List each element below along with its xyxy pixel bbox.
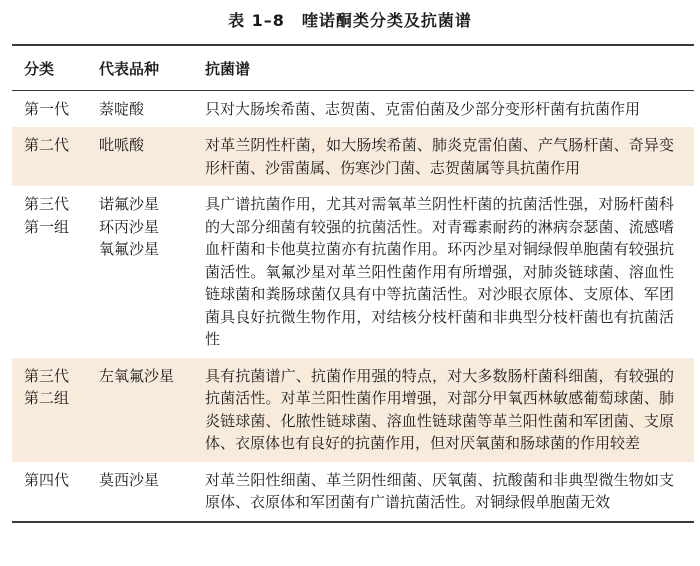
drugs-cell [87,90,193,127]
drug-name: 莫西沙星 [99,470,160,489]
category-cell [12,462,87,522]
header-spectrum: 抗菌谱 [193,45,694,90]
table-row [12,186,694,358]
category-cell [12,186,87,358]
table-title: 表 1–8 喹诺酮类分类及抗菌谱 [228,11,472,30]
category-line: 第一组 [24,217,70,236]
drug-name: 氧氟沙星 [99,240,160,258]
drugs-cell [87,127,193,186]
header-category: 分类 [12,45,87,90]
category-line: 第三代 [24,195,70,213]
drug-name: 萘啶酸 [99,99,145,118]
table-row [12,127,694,186]
quinolone-table [12,44,694,523]
category-cell [12,90,87,127]
table-row [12,462,694,522]
table-row [12,358,694,462]
spectrum-cell: 对革兰阳性细菌、革兰阴性细菌、厌氧菌、抗酸菌和非典型微生物如支原体、衣原体和军团菌有广谱抗菌活性。对铜绿假单胞菌无效 [193,462,694,522]
drug-name: 诺氟沙星 [99,195,160,213]
drugs-cell [87,186,193,358]
category-line: 第三代 [24,366,70,385]
drugs-cell [87,358,193,462]
category-line: 第四代 [24,470,70,489]
spectrum-cell: 具有抗菌谱广、抗菌作用强的特点，对大多数肠杆菌科细菌，有较强的抗菌活性。对革兰阳性菌作用增强，对部分甲氧西林敏感葡萄球菌、肺炎链球菌、化脓性链球菌、溶血性链球菌等革兰阳性菌和军团菌、支原体、衣原体也有良好的抗菌作用，但对厌氧菌和肠球菌的作用较差 [193,358,694,462]
drug-name: 左氧氟沙星 [99,366,175,385]
header-drugs: 代表品种 [87,45,193,90]
spectrum-cell: 只对大肠埃希菌、志贺菌、克雷伯菌及少部分变形杆菌有抗菌作用 [205,99,641,118]
category-line: 第二代 [24,136,70,154]
header-row [12,45,694,90]
category-line: 第一代 [24,99,70,118]
spectrum-cell: 对革兰阴性杆菌，如大肠埃希菌、肺炎克雷伯菌、产气肠杆菌、奇异变形杆菌、沙雷菌属、伤寒沙门菌、志贺菌属等具抗菌作用 [193,127,694,186]
table-row [12,90,694,127]
category-line: 第二组 [24,389,70,407]
drug-name: 吡哌酸 [99,136,145,154]
drugs-cell [87,462,193,522]
category-cell [12,358,87,462]
spectrum-cell: 具广谱抗菌作用，尤其对需氧革兰阴性杆菌的抗菌活性强，对肠杆菌科的大部分细菌有较强的抗菌活性。对青霉素耐药的淋病奈瑟菌、流感嗜血杆菌和卡他莫拉菌亦有抗菌作用。环丙沙星对铜绿假单胞菌有较强抗菌活性。氧氟沙星对革兰阳性菌作用有所增强，对肺炎链球菌、溶血性链球菌和粪肠球菌仅具有中等抗菌活性。对沙眼衣原体、支原体、军团菌具良好抗微生物作用，对结核分枝杆菌和非典型分枝杆菌也有抗菌活性 [205,195,674,348]
drug-name: 环丙沙星 [99,217,160,236]
category-cell [12,127,87,186]
